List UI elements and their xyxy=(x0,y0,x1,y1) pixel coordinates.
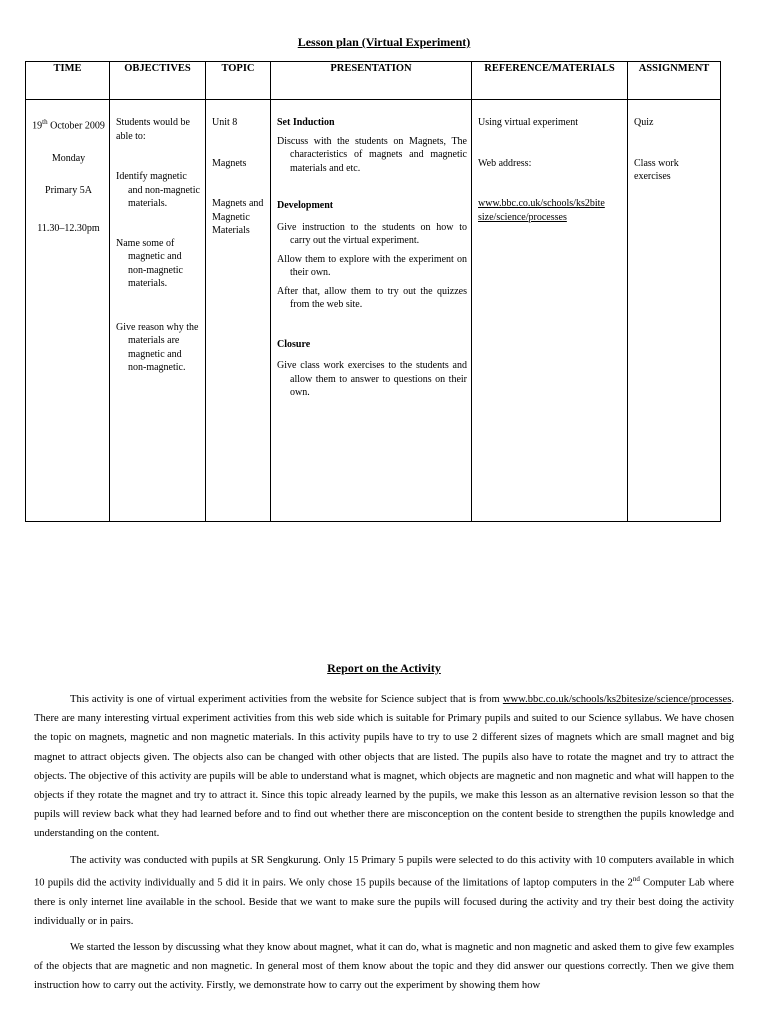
presentation-cell xyxy=(271,100,472,522)
table-header-row xyxy=(26,62,721,100)
lesson-period: 11.30–12.30pm xyxy=(37,222,100,234)
development-item: After that, allow them to try out the quizzes from the web site. xyxy=(277,285,467,310)
lesson-weekday: Monday xyxy=(51,152,86,164)
report-paragraph: The activity was conducted with pupils at SR Sengkurung. Only 15 Primary 5 pupils were selected to do this activity with 10 computers available in which 10 pupils did the activity individually and 5 did it in pairs. We only chose 15 pupils because of the limitations of laptop computers in the 2nd Computer Lab where there is only internet line available in the school. Beside that we want to make sure the pupils will focused during the activity and try their best doing the activity individually or in pairs. xyxy=(34,854,734,927)
lesson-plan-table xyxy=(25,61,721,522)
closure-heading: Closure xyxy=(277,338,311,350)
objectives-cell xyxy=(110,100,206,522)
topic-item: Magnets xyxy=(212,157,247,169)
report-url-link[interactable]: www.bbc.co.uk/schools/ks2bitesize/science/processes xyxy=(502,694,732,705)
assignment-cell xyxy=(628,100,721,522)
topic-item: Magnets and Magnetic Materials xyxy=(212,198,264,236)
objective-item: Name some of magnetic and non-magnetic materials. xyxy=(116,237,183,289)
header-objectives: OBJECTIVES xyxy=(110,62,206,100)
header-presentation: PRESENTATION xyxy=(271,62,472,100)
objective-item: Identify magnetic and non-magnetic materials. xyxy=(116,171,200,209)
reference-url-link[interactable]: www.bbc.co.uk/schools/ks2bite size/science/processes xyxy=(478,198,605,223)
header-time: TIME xyxy=(26,62,110,100)
assignment-item: Quiz xyxy=(634,117,654,128)
topic-cell xyxy=(206,100,271,522)
reference-item: Web address: xyxy=(478,157,532,169)
header-reference: REFERENCE/MATERIALS xyxy=(472,62,628,100)
report-paragraph: This activity is one of virtual experiment activities from the website for Science subject that is from www.bbc.co.uk/schools/ks2bitesize/science/processes. There are many interesting virtual experiment activities from this web side which is suitable for Primary pupils and suited to our Science syllabus. We have chosen the topic on magnets, magnetic and non magnetic materials. In this activity pupils have to try to use 2 different sizes of magnets which are small magnet and big magnet to attract objects given. The objects also can be changed with other objects that are listed. The pupils also have to rotate the magnet and try to attract the objects. The objective of this activity are pupils will be able to understand what is magnet, which objects are magnetic and non magnetic and what will happen to the objects if they rotate the magnet and try to attract it. Since this topic already learned by the pupils, we make this lesson as an alternative revision lesson so that the pupils will review back what they had learned before and to find out whether there are misconception on the content beside to strengthen the pupils knowledge and understanding on the content. xyxy=(34,694,734,840)
report-title: Report on the Activity xyxy=(327,661,441,675)
document-title: Lesson plan (Virtual Experiment) xyxy=(297,35,471,49)
development-item: Allow them to explore with the experiment on their own. xyxy=(277,253,467,278)
header-topic: TOPIC xyxy=(206,62,271,100)
development-heading: Development xyxy=(277,200,334,211)
report-body xyxy=(34,690,734,1003)
set-induction-text: Discuss with the students on Magnets, The characteristics of magnets and magnetic materials and etc. xyxy=(277,135,467,174)
reference-cell xyxy=(472,100,628,522)
objectives-intro: Students would be able to: xyxy=(116,117,190,142)
report-paragraph: We started the lesson by discussing what they know about magnet, what it can do, what is magnetic and non magnetic and asked them to give few examples of the objects that are magnetic and non magnetic. In general most of them know about the topic and they did answer our questions correctly. Then we give them instruction how to carry out the activity. Firstly, we demonstrate how to carry out the experiment by showing them how xyxy=(34,941,734,992)
lesson-class: Primary 5A xyxy=(45,185,92,197)
table-row xyxy=(26,100,721,522)
objective-item: Give reason why the materials are magnetic and non-magnetic. xyxy=(116,321,199,373)
topic-unit: Unit 8 xyxy=(212,117,238,128)
set-induction-heading: Set Induction xyxy=(277,117,335,128)
assignment-item: Class work exercises xyxy=(634,157,679,182)
reference-item: Using virtual experiment xyxy=(478,117,578,128)
lesson-date: 19th October 2009 xyxy=(32,118,105,132)
closure-text: Give class work exercises to the students and allow them to answer to questions on their own. xyxy=(277,360,467,398)
time-cell xyxy=(26,100,110,522)
development-item: Give instruction to the students on how to carry out the virtual experiment. xyxy=(277,221,467,246)
header-assignment: ASSIGNMENT xyxy=(628,62,721,100)
